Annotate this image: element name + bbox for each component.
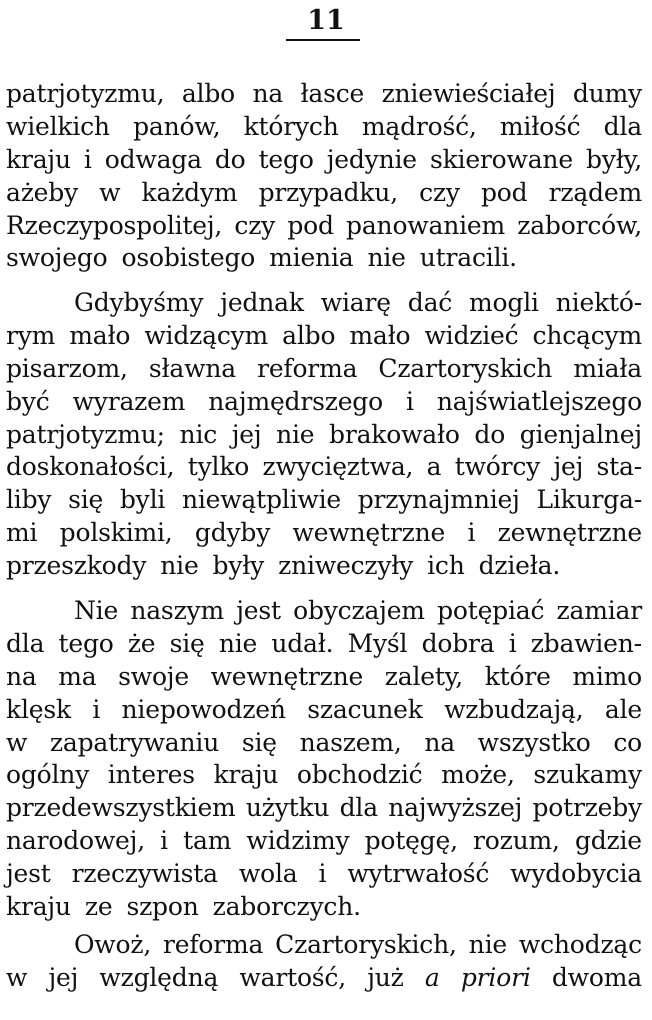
text-line: swojego osobistego mienia nie utracili.	[6, 243, 517, 273]
text-line: ogólny interes kraju obchodzić może, szukamy	[6, 760, 642, 790]
text-line: Rzeczypospolitej, czy pod panowaniem zaborców,	[6, 210, 642, 240]
page-number-rule	[286, 39, 360, 41]
text-line: patrjotyzmu, albo na łasce zniewieściałej dumy	[6, 79, 642, 108]
text-line: doskonałości, tylko zwycięztwa, a twórcy jej sta-	[6, 452, 642, 482]
text-line: jest rzeczywista wola i wytrwałość wydobycia	[6, 859, 642, 889]
paragraph	[6, 78, 642, 275]
text-line: przedewszystkiem użytku dla najwyższej potrzeby	[6, 793, 642, 823]
text-line: Owoż, reforma Czartoryskich, nie wchodząc	[74, 930, 642, 959]
text-line: wielkich panów, których mądrość, miłość dla	[6, 111, 642, 141]
text-line: narodowej, i tam widzimy potęgę, rozum, gdzie	[6, 826, 642, 856]
text-line: kraju i odwaga do tego jedynie skierowane były,	[6, 144, 642, 174]
text-line: liby się byli niewątpliwie przynajmniej Likurga-	[6, 485, 642, 515]
text-line: na ma swoje wewnętrzne zalety, które mimo	[6, 661, 642, 691]
text-line: w jej względną wartość, już a priori dwoma	[6, 962, 642, 992]
text-line: pisarzom, sławna reforma Czartoryskich miała	[6, 353, 642, 383]
text-line: klęsk i niepowodzeń szacunek wzbudzają, ale	[6, 694, 642, 724]
text-line: rym mało widzącym albo mało widzieć chcącym	[6, 320, 642, 350]
text-line: Gdybyśmy jednak wiarę dać mogli niektó-	[74, 288, 642, 317]
text-line: mi polskimi, gdyby wewnętrzne i zewnętrzne	[6, 518, 642, 548]
text-line: być wyrazem najmędrszego i najświatlejszego	[6, 386, 642, 416]
paragraph	[6, 595, 642, 924]
paragraph	[6, 929, 642, 995]
text-line: patrjotyzmu; nic jej nie brakowało do gienjalnej	[6, 419, 642, 449]
text-line: w zapatrywaniu się naszem, na wszystko co	[6, 727, 642, 757]
text-line: ażeby w każdym przypadku, czy pod rządem	[6, 177, 642, 207]
text-line: Nie naszym jest obyczajem potępiać zamiar	[74, 596, 642, 625]
text-line: dla tego że się nie udał. Myśl dobra i zbawien-	[6, 628, 642, 658]
page-number: 11	[307, 5, 345, 36]
text-line: przeszkody nie były zniweczyły ich dzieła.	[6, 551, 561, 581]
paragraph	[6, 287, 642, 583]
text-line: kraju ze szpon zaborczych.	[6, 892, 361, 922]
